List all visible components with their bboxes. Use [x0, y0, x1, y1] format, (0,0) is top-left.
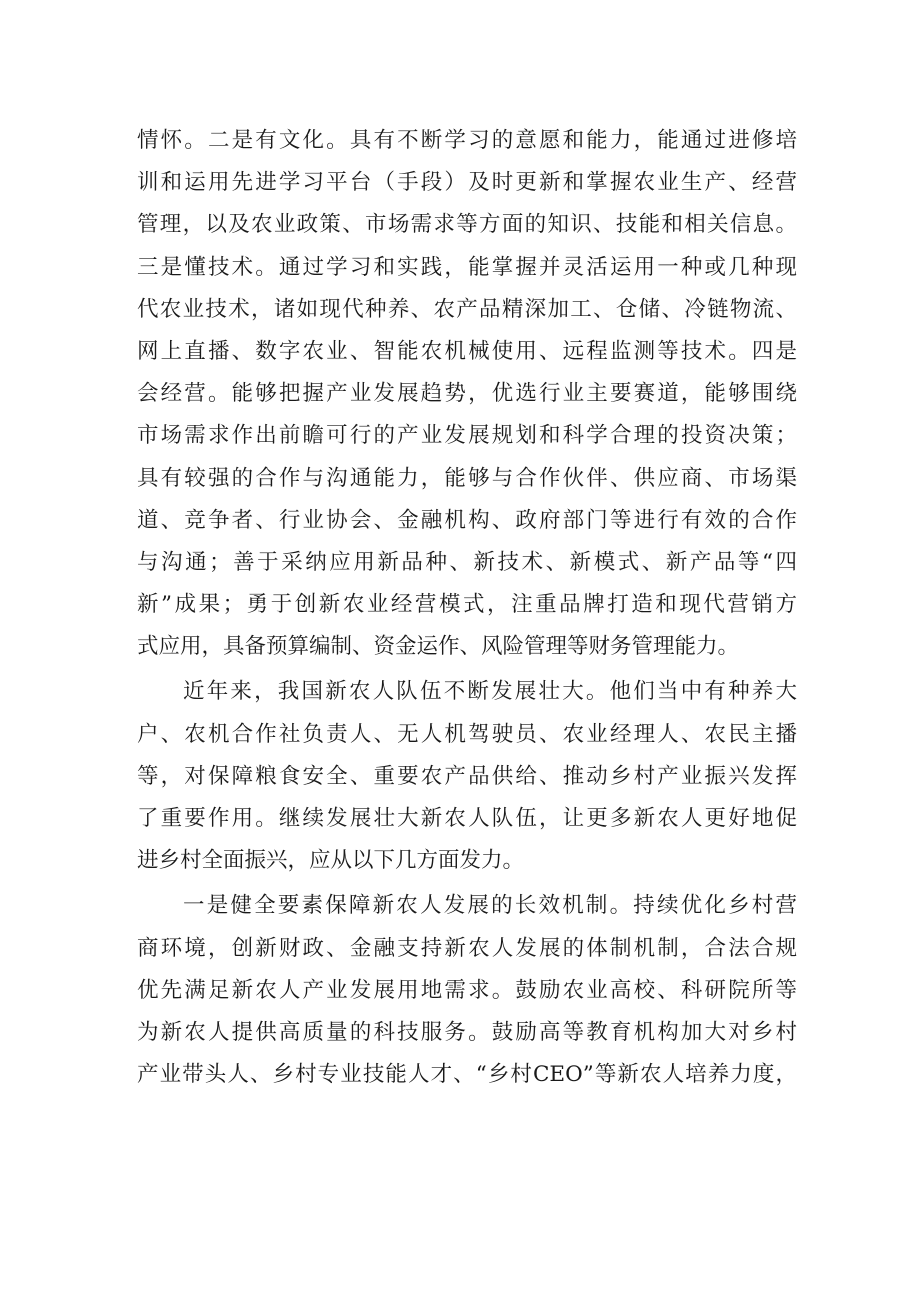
text-line: 等，对保障粮食安全、重要农产品供给、推动乡村产业振兴发挥 [137, 763, 797, 789]
text-line: 管理，以及农业政策、市场需求等方面的知识、技能和相关信息。 [137, 212, 797, 238]
text-line: 一是健全要素保障新农人发展的长效机制。持续优化乡村营 [183, 893, 797, 919]
text-line: 近年来，我国新农人队伍不断发展壮大。他们当中有种养大 [183, 679, 797, 705]
text-line: 市场需求作出前瞻可行的产业发展规划和科学合理的投资决策； [137, 423, 797, 449]
text-line: 商环境，创新财政、金融支持新农人发展的体制机制，合法合规 [137, 935, 797, 961]
text-line: 新”成果；勇于创新农业经营模式，注重品牌打造和现代营销方 [137, 592, 797, 618]
text-line: 了重要作用。继续发展壮大新农人队伍，让更多新农人更好地促 [137, 806, 797, 831]
text-line: 式应用，具备预算编制、资金运作、风险管理等财务管理能力。 [137, 634, 740, 660]
text-line: 进乡村全面振兴，应从以下几方面发力。 [137, 848, 525, 874]
text-line: 道、竞争者、行业协会、金融机构、政府部门等进行有效的合作 [137, 507, 797, 533]
text-line: 户、农机合作社负责人、无人机驾驶员、农业经理人、农民主播 [137, 721, 797, 747]
text-line: 与沟通；善于采纳应用新品种、新技术、新模式、新产品等“四 [137, 549, 797, 575]
text-line: 代农业技术，诸如现代种养、农产品精深加工、仓储、冷链物流、 [137, 296, 797, 322]
paragraph-2 [137, 671, 797, 882]
paragraph-3 [137, 885, 797, 1096]
text-line: 优先满足新农人产业发展用地需求。鼓励农业高校、科研院所等 [137, 977, 797, 1003]
text-line: 为新农人提供高质量的科技服务。鼓励高等教育机构加大对乡村 [137, 1019, 797, 1045]
text-line: 具有较强的合作与沟通能力，能够与合作伙伴、供应商、市场渠 [137, 465, 797, 491]
body-text [137, 120, 797, 1096]
text-line: 训和运用先进学习平台（手段）及时更新和掌握农业生产、经营 [137, 170, 797, 196]
text-line: 会经营。能够把握产业发展趋势，优选行业主要赛道，能够围绕 [137, 381, 797, 407]
paragraph-1 [137, 120, 797, 668]
text-line: 三是懂技术。通过学习和实践，能掌握并灵活运用一种或几种现 [137, 254, 797, 280]
text-line: 产业带头人、乡村专业技能人才、“乡村CEO”等新农人培养力度， [137, 1062, 797, 1088]
text-line: 情怀。二是有文化。具有不断学习的意愿和能力，能通过进修培 [137, 128, 797, 153]
text-line: 网上直播、数字农业、智能农机械使用、远程监测等技术。四是 [137, 338, 797, 364]
